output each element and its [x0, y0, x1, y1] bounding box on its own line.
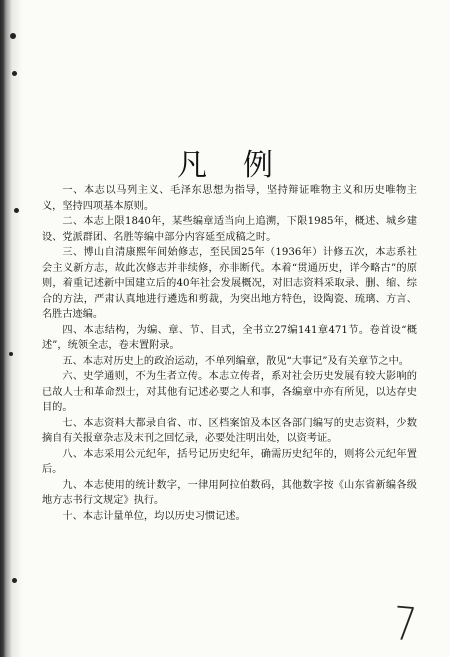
guideline-item-9: 九、本志使用的统计数字，一律用阿拉伯数码，其他数字按《山东省新编各级地方志书行文规定》执行。: [42, 479, 417, 506]
guideline-item-2: 二、本志上限1840年，某些编章适当向上追溯，下限1985年，概述、城乡建设、党派群团、名胜等编中部分内容延至成稿之时。: [42, 216, 417, 243]
scan-speckle: [12, 71, 17, 76]
guideline-item-8: 八、本志采用公元纪年，括号记历史纪年，确需历史纪年的，则将公元纪年置后。: [42, 448, 417, 475]
guideline-item-6: 六、史学通则，不为生者立传。本志立传者，系对社会历史发展有较大影响的已故人士和革命烈士，对其他有记述必要之人和事，各编章中亦有所见，以达存史目的。: [42, 371, 417, 413]
guideline-item-4: 四、本志结构，为编、章、节、目式，全书立27编141章471节。卷首设“概述”，统领全志，卷末置附录。: [42, 324, 417, 351]
scan-speckle: [9, 352, 13, 356]
guideline-item-7: 七、本志资料大都录自省、市、区档案馆及本区各部门编写的史志资料，少数摘自有关报章杂志及末刊之回忆录，必要处注明出处，以资考证。: [42, 417, 417, 444]
guideline-item-10: 十、本志计量单位，均以历史习惯记述。: [62, 510, 246, 522]
guideline-item-1: 一、本志以马列主义、毛泽东思想为指导，坚持辩证唯物主义和历史唯物主义，坚持四项基本原则。: [42, 185, 417, 212]
binding-edge: [0, 0, 22, 657]
page-title: 凡例: [177, 148, 309, 183]
guidelines-body: [42, 183, 417, 524]
guideline-item-3: 三、博山自清康熙年间始修志，至民国25年（1936年）计修五次，本志系社会主义新方志，故此次修志并非续修，亦非断代。本着“贯通历史，详今略古”的原则，着重记述新中国建立后的40年社会发展概况，对旧志资料采取录、删、缩、综合的方法，严肃认真地进行遴选和剪裁，为突出地方特色，设陶瓷、琉璃、方言、名胜古迹编。: [42, 247, 417, 320]
scan-speckle: [10, 33, 16, 39]
page-number: 7: [391, 596, 419, 652]
scan-speckle: [14, 208, 19, 213]
scan-speckle: [12, 578, 17, 583]
guideline-item-5: 五、本志对历史上的政治运动，不单列编章，散见“大事记”及有关章节之中。: [62, 355, 409, 367]
